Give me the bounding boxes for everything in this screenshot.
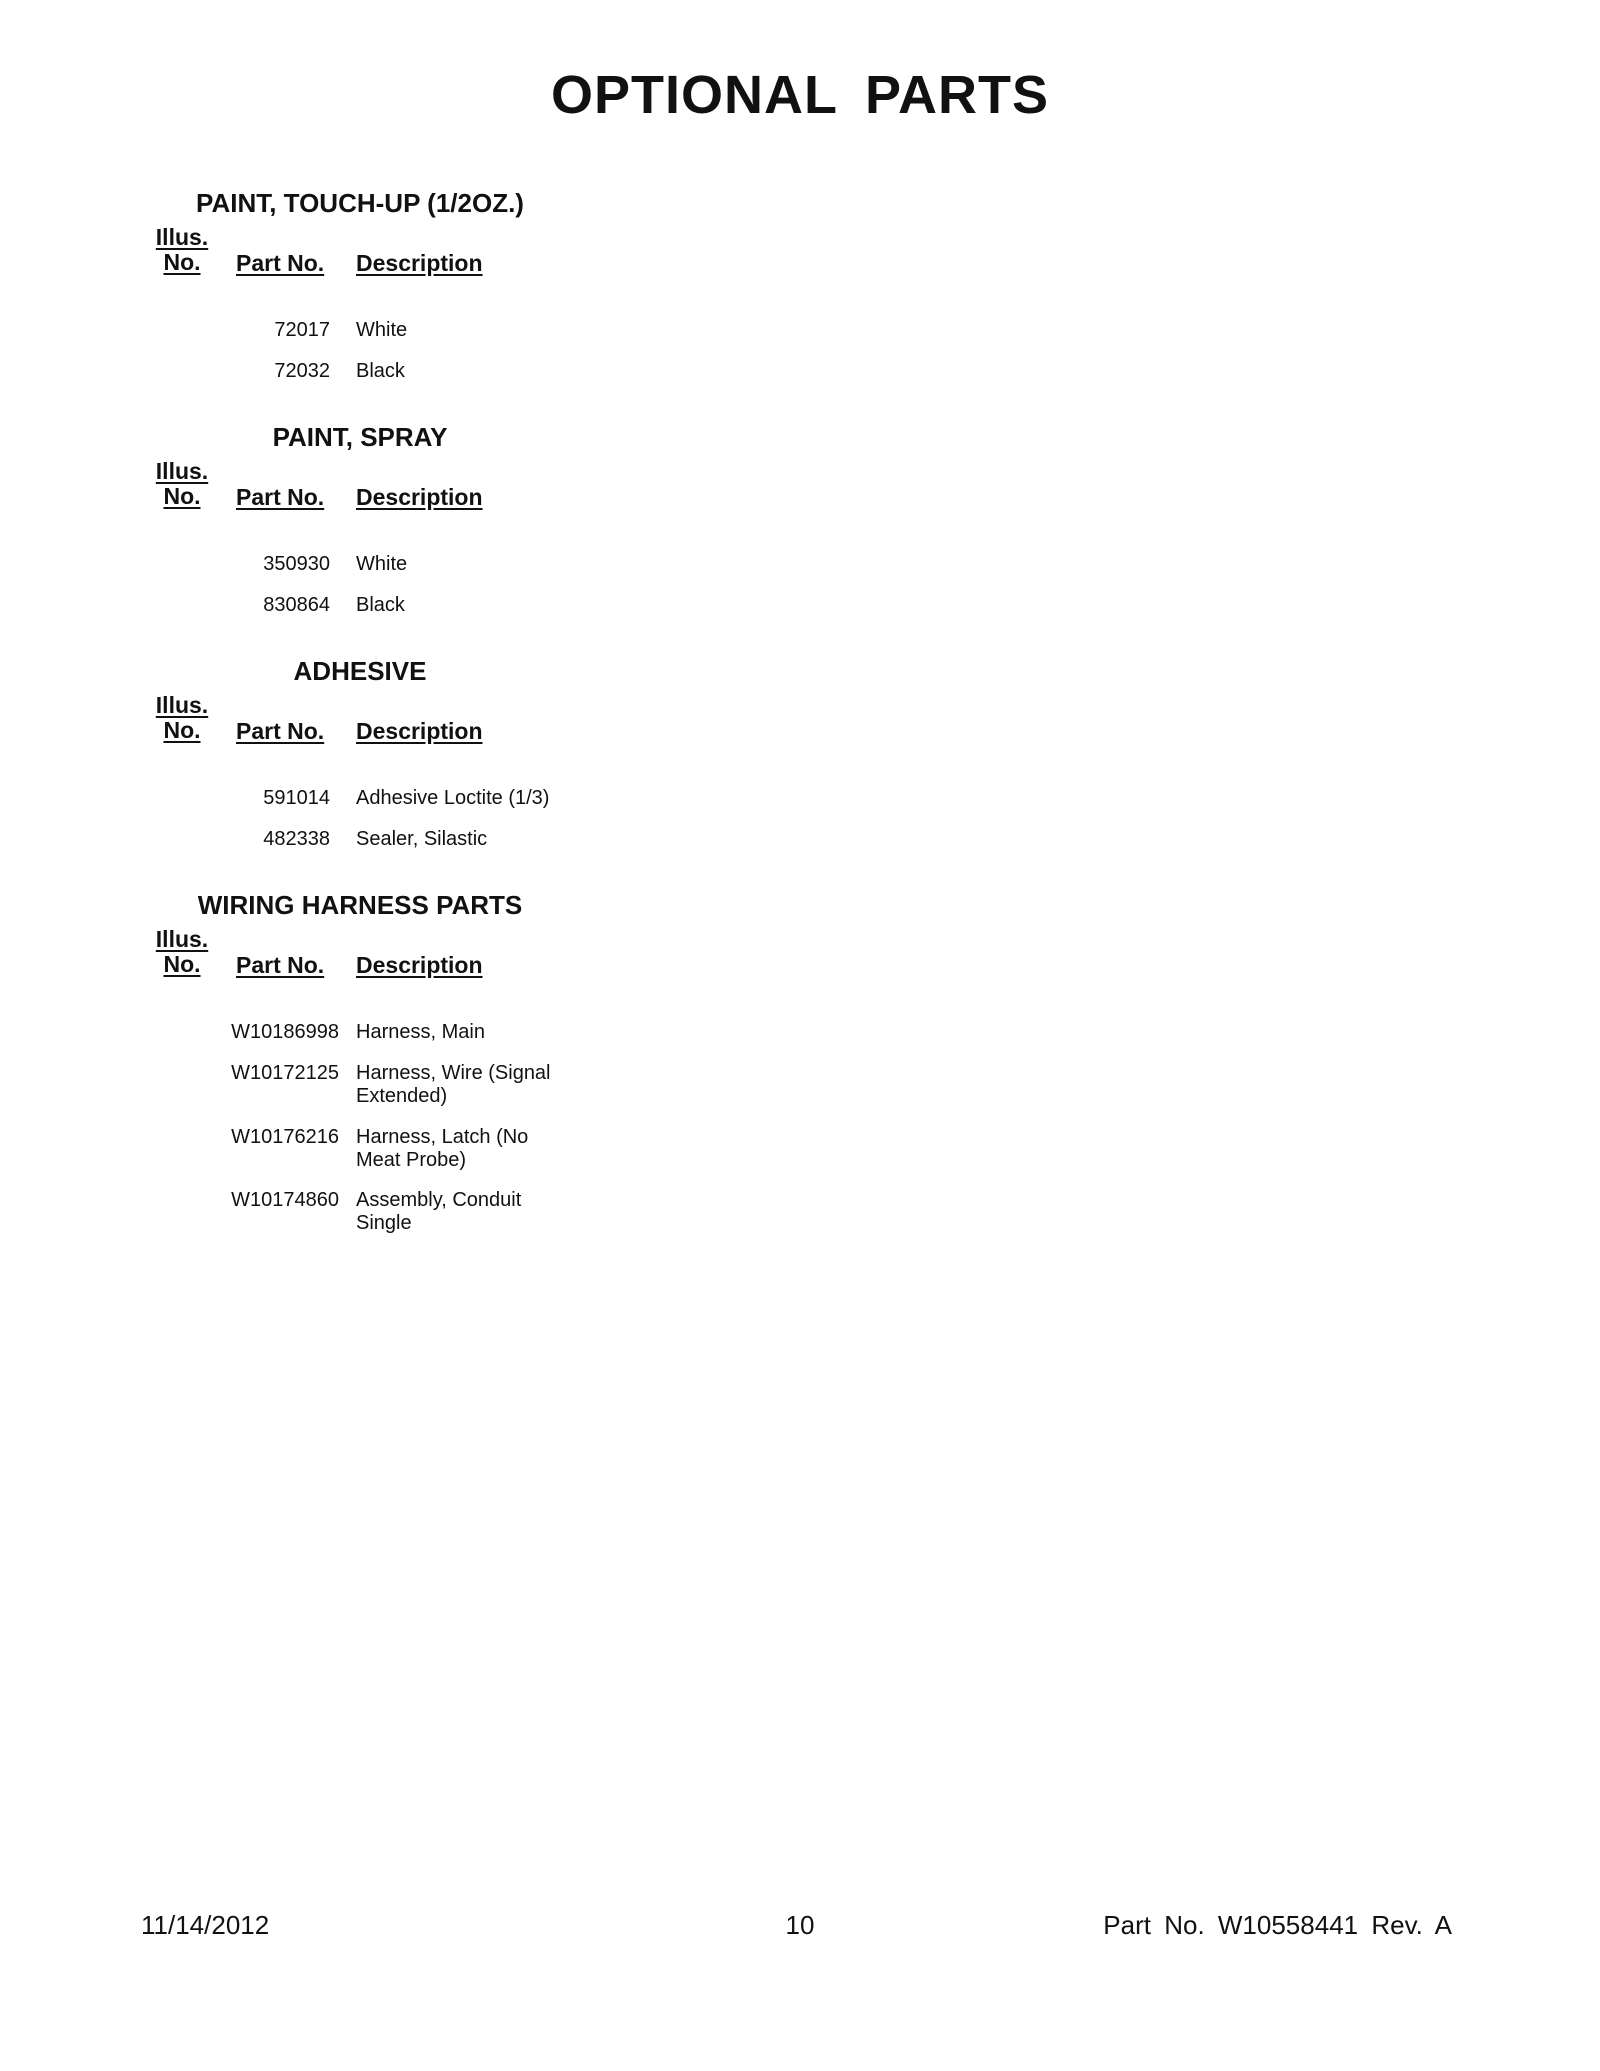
column-header-part-no: Part No. (236, 952, 325, 978)
no-label: No. (163, 951, 201, 977)
section-adhesive (150, 656, 590, 856)
section-paint-touch-up (150, 188, 590, 388)
illus-label: Illus. (155, 224, 209, 250)
part-number: W10186998 (231, 1021, 339, 1043)
no-label: No. (163, 717, 201, 743)
section-title: PAINT, TOUCH-UP (1/2OZ.) (196, 188, 524, 218)
column-header-illus-no (154, 225, 210, 275)
part-description: White (356, 553, 408, 575)
part-description: Black (356, 360, 405, 382)
column-header-description: Description (356, 250, 483, 276)
section-paint-spray (150, 422, 590, 622)
column-header-illus-no (154, 459, 210, 509)
illus-label: Illus. (155, 458, 209, 484)
illus-label: Illus. (155, 926, 209, 952)
no-label: No. (163, 249, 201, 275)
part-description: Black (356, 594, 405, 616)
part-number: 830864 (263, 594, 330, 616)
column-header-description: Description (356, 484, 483, 510)
part-description: Harness, Latch (No Meat Probe) (356, 1126, 529, 1171)
no-label: No. (163, 483, 201, 509)
part-description: Sealer, Silastic (356, 828, 488, 850)
section-wiring-harness-parts (150, 890, 590, 1250)
part-number: 591014 (263, 787, 330, 809)
part-description: Assembly, Conduit Single (356, 1189, 522, 1234)
section-title: WIRING HARNESS PARTS (197, 890, 523, 920)
part-number: W10176216 (231, 1126, 339, 1148)
footer-part-number: Part No. W10558441 Rev. A (1103, 1910, 1452, 1940)
column-header-description: Description (356, 718, 483, 744)
column-header-illus-no (154, 927, 210, 977)
column-header-illus-no (154, 693, 210, 743)
part-number: 72032 (274, 360, 330, 382)
part-number: W10172125 (231, 1062, 339, 1084)
section-title: PAINT, SPRAY (272, 422, 448, 452)
illus-label: Illus. (155, 692, 209, 718)
column-header-part-no: Part No. (236, 484, 325, 510)
section-title: ADHESIVE (293, 656, 427, 686)
footer-date: 11/14/2012 (141, 1910, 270, 1940)
part-description: Adhesive Loctite (1/3) (356, 787, 550, 809)
footer-page-number: 10 (785, 1910, 815, 1940)
part-number: 350930 (263, 553, 330, 575)
column-header-part-no: Part No. (236, 250, 325, 276)
column-header-part-no: Part No. (236, 718, 325, 744)
part-description: Harness, Main (356, 1021, 485, 1043)
column-header-description: Description (356, 952, 483, 978)
part-number: W10174860 (231, 1189, 339, 1211)
part-number: 482338 (263, 828, 330, 850)
part-number: 72017 (274, 319, 330, 341)
page-title: OPTIONAL PARTS (550, 65, 1050, 125)
part-description: White (356, 319, 408, 341)
part-description: Harness, Wire (Signal Extended) (356, 1062, 551, 1107)
